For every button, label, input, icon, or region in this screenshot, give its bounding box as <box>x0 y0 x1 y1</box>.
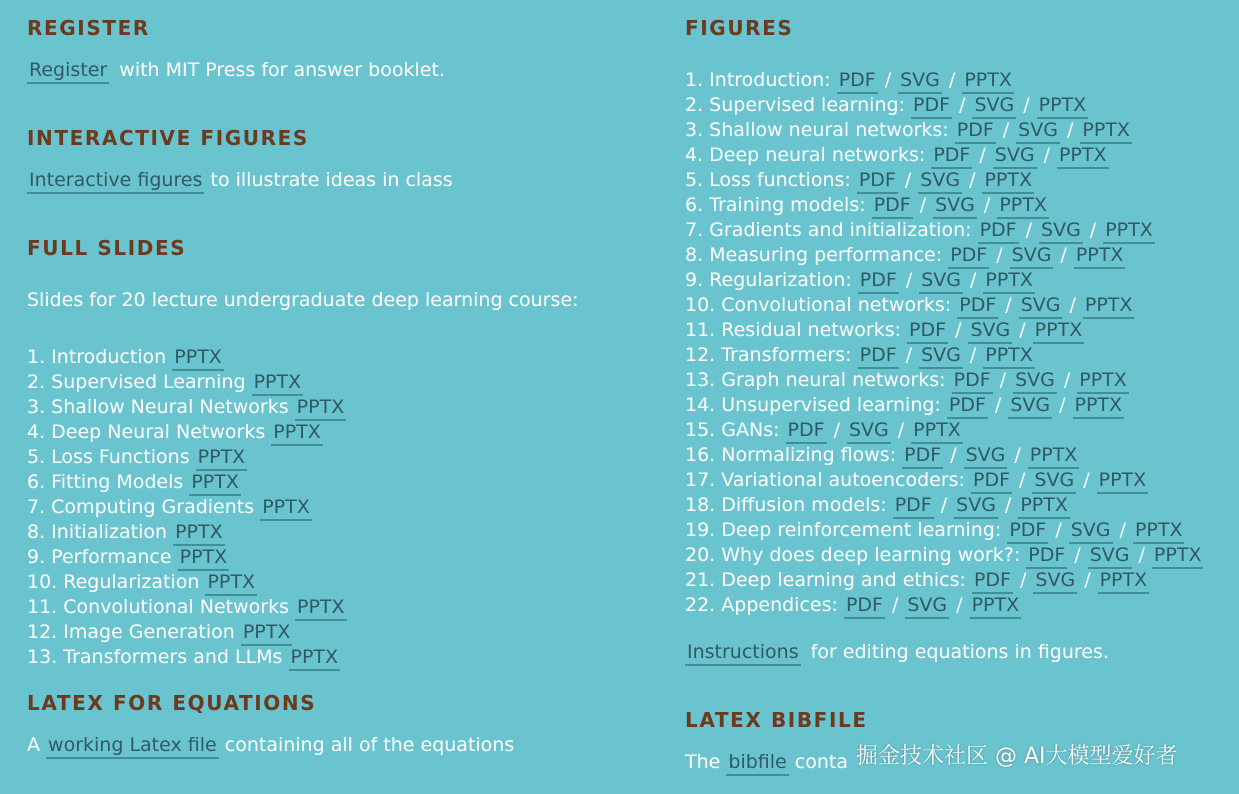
slide-item <box>27 370 303 395</box>
latex-equations-heading: LATEX FOR EQUATIONS <box>27 691 317 715</box>
figure-item <box>685 593 1021 618</box>
figure-link-separator: / <box>1004 494 1012 516</box>
slide-item-label: 9. Performance <box>27 546 172 568</box>
slide-pptx-link[interactable]: PPTX <box>189 471 241 496</box>
figure-item <box>685 93 1088 118</box>
figure-link-separator: / <box>955 319 962 341</box>
figure-item-label: 16. Normalizing flows: <box>685 444 897 466</box>
figure-pdf-link[interactable]: PDF <box>911 94 952 119</box>
figure-svg-link[interactable]: SVG <box>968 319 1012 344</box>
figure-pdf-link[interactable]: PDF <box>972 569 1013 594</box>
figure-item-label: 20. Why does deep learning work?: <box>685 544 1021 566</box>
figure-pptx-link[interactable]: PPTX <box>1152 544 1204 569</box>
slide-item-label: 7. Computing Gradients <box>27 496 255 518</box>
figure-pdf-link[interactable]: PDF <box>971 469 1012 494</box>
figure-item-label: 13. Graph neural networks: <box>685 369 946 391</box>
figure-item-label: 1. Introduction: <box>685 69 831 91</box>
figure-link-separator: / <box>1138 544 1145 566</box>
interactive-figures-text: to illustrate ideas in class <box>210 169 453 191</box>
figure-pdf-link[interactable]: PDF <box>902 444 943 469</box>
figure-link-separator: / <box>897 419 905 441</box>
figure-pptx-link[interactable]: PPTX <box>1080 119 1132 144</box>
figure-item <box>685 118 1132 143</box>
slide-pptx-link[interactable]: PPTX <box>178 546 230 571</box>
slide-item <box>27 595 347 620</box>
slide-item-label: 4. Deep Neural Networks <box>27 421 266 443</box>
figure-pdf-link[interactable]: PDF <box>947 394 988 419</box>
figure-svg-link[interactable]: SVG <box>1033 569 1077 594</box>
figure-pptx-link[interactable]: PPTX <box>1097 469 1149 494</box>
slide-item-label: 10. Regularization <box>27 571 200 593</box>
figure-pptx-link[interactable]: PPTX <box>1018 494 1070 519</box>
figure-svg-link[interactable]: SVG <box>1016 119 1060 144</box>
figure-item <box>685 68 1014 93</box>
figure-svg-link[interactable]: SVG <box>972 94 1016 119</box>
figure-item <box>685 318 1084 343</box>
watermark: 掘金技术社区 @ AI大模型爱好者 <box>856 744 1178 769</box>
slide-pptx-link[interactable]: PPTX <box>289 646 341 671</box>
figure-pptx-link[interactable]: PPTX <box>1057 144 1109 169</box>
slide-item <box>27 570 257 595</box>
figure-link-separator: / <box>1002 119 1010 141</box>
figure-svg-link[interactable]: SVG <box>964 444 1008 469</box>
figure-pptx-link[interactable]: PPTX <box>1077 369 1129 394</box>
figure-link-separator: / <box>950 444 957 466</box>
figure-link-separator: / <box>1019 469 1026 491</box>
figure-pdf-link[interactable]: PDF <box>893 494 934 519</box>
latex-bibfile-heading: LATEX BIBFILE <box>685 708 868 732</box>
figure-link-separator: / <box>940 494 948 516</box>
figure-svg-link[interactable]: SVG <box>898 69 942 94</box>
slide-pptx-link[interactable]: PPTX <box>295 396 347 421</box>
figure-item-label: 7. Gradients and initialization: <box>685 219 972 241</box>
figure-link-separator: / <box>1059 394 1066 416</box>
figure-link-separator: / <box>1084 569 1091 591</box>
figure-pptx-link[interactable]: PPTX <box>1098 569 1150 594</box>
figure-item <box>685 143 1109 168</box>
slide-item <box>27 495 312 520</box>
figure-pdf-link[interactable]: PDF <box>955 119 996 144</box>
figure-svg-link[interactable]: SVG <box>919 269 963 294</box>
figure-item <box>685 368 1129 393</box>
figure-item-label: 3. Shallow neural networks: <box>685 119 949 141</box>
slide-pptx-link[interactable]: PPTX <box>173 521 225 546</box>
figure-link-separator: / <box>1043 144 1050 166</box>
figure-link-separator: / <box>956 594 963 616</box>
slide-item-label: 11. Convolutional Networks <box>27 596 289 618</box>
slide-item <box>27 620 292 645</box>
slide-pptx-link[interactable]: PPTX <box>196 446 248 471</box>
slide-item-label: 6. Fitting Models <box>27 471 184 493</box>
figure-svg-link[interactable]: SVG <box>933 194 977 219</box>
slide-item-label: 1. Introduction <box>27 346 167 368</box>
figure-svg-link[interactable]: SVG <box>847 419 891 444</box>
figure-link-separator: / <box>1020 569 1027 591</box>
slide-item <box>27 345 224 370</box>
figure-link-separator: / <box>905 269 913 291</box>
register-text: with MIT Press for answer booklet. <box>119 59 445 81</box>
figure-pptx-link[interactable]: PPTX <box>1037 94 1089 119</box>
figure-svg-link[interactable]: SVG <box>1069 519 1113 544</box>
figure-item-label: 19. Deep reinforcement learning: <box>685 519 1002 541</box>
figure-item <box>685 493 1070 518</box>
figure-svg-link[interactable]: SVG <box>1010 244 1054 269</box>
figure-pptx-link[interactable]: PPTX <box>1028 444 1080 469</box>
interactive-figures-link[interactable]: Interactive figures <box>27 169 204 194</box>
figure-link-separator: / <box>1005 294 1012 316</box>
figure-link-separator: / <box>959 94 966 116</box>
slide-item <box>27 520 225 545</box>
figure-link-separator: / <box>1063 369 1071 391</box>
figure-pptx-link[interactable]: PPTX <box>1133 519 1185 544</box>
figure-item-label: 6. Training models: <box>685 194 866 216</box>
figure-link-separator: / <box>1060 244 1067 266</box>
figure-link-separator: / <box>1014 444 1021 466</box>
figure-svg-link[interactable]: SVG <box>1088 544 1132 569</box>
figure-link-separator: / <box>1083 469 1090 491</box>
full-slides-intro: Slides for 20 lecture undergraduate deep learning course: <box>27 289 579 311</box>
figure-pdf-link[interactable]: PDF <box>786 419 827 444</box>
instructions-line <box>685 640 1109 665</box>
figure-svg-link[interactable]: SVG <box>918 169 962 194</box>
figure-item-label: 17. Variational autoencoders: <box>685 469 965 491</box>
figure-pdf-link[interactable]: PDF <box>1007 519 1048 544</box>
figure-svg-link[interactable]: SVG <box>1039 219 1083 244</box>
figure-item <box>685 543 1203 568</box>
figure-pptx-link[interactable]: PPTX <box>983 269 1035 294</box>
slide-item <box>27 395 346 420</box>
figure-link-separator: / <box>996 244 1003 266</box>
figure-link-separator: / <box>999 369 1007 391</box>
figure-link-separator: / <box>905 344 913 366</box>
figure-svg-link[interactable]: SVG <box>993 144 1037 169</box>
figure-link-separator: / <box>1066 119 1074 141</box>
figure-svg-link[interactable]: SVG <box>1013 369 1057 394</box>
figure-link-separator: / <box>1119 519 1126 541</box>
slide-item-label: 12. Image Generation <box>27 621 235 643</box>
figure-link-separator: / <box>969 169 976 191</box>
slide-pptx-link[interactable]: PPTX <box>295 596 347 621</box>
figure-item <box>685 343 1035 368</box>
bibfile-text: conta <box>794 751 848 773</box>
figure-item <box>685 218 1155 243</box>
figure-pptx-link[interactable]: PPTX <box>997 194 1049 219</box>
slide-pptx-link[interactable]: PPTX <box>260 496 312 521</box>
slide-item-label: 8. Initialization <box>27 521 168 543</box>
figure-link-separator: / <box>1055 519 1062 541</box>
figure-pdf-link[interactable]: PDF <box>858 269 899 294</box>
interactive-figures-line <box>27 168 453 193</box>
figure-pdf-link[interactable]: PDF <box>907 319 948 344</box>
interactive-figures-heading: INTERACTIVE FIGURES <box>27 126 309 150</box>
figure-pptx-link[interactable]: PPTX <box>970 594 1022 619</box>
slide-pptx-link[interactable]: PPTX <box>252 371 304 396</box>
figure-svg-link[interactable]: SVG <box>1008 394 1052 419</box>
register-line <box>27 58 445 83</box>
figure-item <box>685 568 1149 593</box>
figure-item-label: 10. Convolutional networks: <box>685 294 952 316</box>
figure-link-separator: / <box>970 269 977 291</box>
register-heading: REGISTER <box>27 16 150 40</box>
figure-link-separator: / <box>1019 319 1026 341</box>
figure-pdf-link[interactable]: PDF <box>978 219 1019 244</box>
slide-pptx-link[interactable]: PPTX <box>241 621 293 646</box>
figure-link-separator: / <box>1025 219 1033 241</box>
figure-pptx-link[interactable]: PPTX <box>962 69 1014 94</box>
figure-item <box>685 168 1034 193</box>
instructions-text: for editing equations in figures. <box>810 641 1109 663</box>
bibfile-line <box>685 750 848 775</box>
figure-item <box>685 393 1124 418</box>
latex-equations-prefix: A <box>27 734 40 756</box>
figure-link-separator: / <box>983 194 991 216</box>
figure-pdf-link[interactable]: PDF <box>952 369 993 394</box>
slide-pptx-link[interactable]: PPTX <box>205 571 257 596</box>
figure-svg-link[interactable]: SVG <box>905 594 949 619</box>
bibfile-link[interactable]: bibfile <box>726 751 788 776</box>
bibfile-prefix: The <box>685 751 721 773</box>
figure-pdf-link[interactable]: PDF <box>957 294 998 319</box>
figure-link-separator: / <box>948 69 956 91</box>
figure-item-label: 9. Regularization: <box>685 269 852 291</box>
figure-pdf-link[interactable]: PDF <box>837 69 878 94</box>
figure-svg-link[interactable]: SVG <box>954 494 998 519</box>
figure-item <box>685 193 1049 218</box>
figure-link-separator: / <box>969 344 977 366</box>
figure-item <box>685 268 1035 293</box>
figure-item <box>685 243 1125 268</box>
figure-item-label: 12. Transformers: <box>685 344 852 366</box>
figure-item-label: 4. Deep neural networks: <box>685 144 926 166</box>
figure-pdf-link[interactable]: PDF <box>931 144 972 169</box>
figure-pptx-link[interactable]: PPTX <box>1103 219 1155 244</box>
figure-item <box>685 518 1184 543</box>
figure-item <box>685 418 963 443</box>
register-link[interactable]: Register <box>27 59 109 84</box>
figure-item-label: 21. Deep learning and ethics: <box>685 569 966 591</box>
slide-item <box>27 470 241 495</box>
full-slides-heading: FULL SLIDES <box>27 236 187 260</box>
figure-link-separator: / <box>979 144 986 166</box>
figure-pdf-link[interactable]: PDF <box>872 194 913 219</box>
figure-link-separator: / <box>1089 219 1097 241</box>
figure-link-separator: / <box>919 194 927 216</box>
figure-item <box>685 468 1148 493</box>
figure-pdf-link[interactable]: PDF <box>857 169 898 194</box>
figure-svg-link[interactable]: SVG <box>1019 294 1063 319</box>
figure-item-label: 22. Appendices: <box>685 594 838 616</box>
latex-file-link[interactable]: working Latex file <box>46 734 219 759</box>
figure-item <box>685 443 1079 468</box>
figure-item-label: 14. Unsupervised learning: <box>685 394 941 416</box>
figure-item-label: 8. Measuring performance: <box>685 244 943 266</box>
slide-item <box>27 445 247 470</box>
figure-item-label: 2. Supervised learning: <box>685 94 905 116</box>
instructions-link[interactable]: Instructions <box>685 641 801 666</box>
figure-item <box>685 293 1134 318</box>
slide-item-label: 3. Shallow Neural Networks <box>27 396 289 418</box>
figure-pptx-link[interactable]: PPTX <box>983 344 1035 369</box>
slide-item-label: 2. Supervised Learning <box>27 371 246 393</box>
figure-pptx-link[interactable]: PPTX <box>982 169 1034 194</box>
slide-item-label: 13. Transformers and LLMs <box>27 646 283 668</box>
slide-item <box>27 545 229 570</box>
slide-pptx-link[interactable]: PPTX <box>172 346 224 371</box>
slide-item <box>27 420 323 445</box>
figure-pptx-link[interactable]: PPTX <box>1033 319 1085 344</box>
figure-link-separator: / <box>833 419 840 441</box>
figure-pptx-link[interactable]: PPTX <box>911 419 963 444</box>
figure-link-separator: / <box>1023 94 1030 116</box>
figure-pdf-link[interactable]: PDF <box>844 594 885 619</box>
figure-svg-link[interactable]: SVG <box>919 344 963 369</box>
figures-heading: FIGURES <box>685 16 794 40</box>
slide-item <box>27 645 340 670</box>
figure-pdf-link[interactable]: PDF <box>1026 544 1067 569</box>
slide-item-label: 5. Loss Functions <box>27 446 190 468</box>
figure-link-separator: / <box>884 69 892 91</box>
latex-equations-line <box>27 733 514 758</box>
figure-svg-link[interactable]: SVG <box>1032 469 1076 494</box>
figure-pptx-link[interactable]: PPTX <box>1073 394 1125 419</box>
figure-pptx-link[interactable]: PPTX <box>1083 294 1135 319</box>
figure-link-separator: / <box>1069 294 1076 316</box>
figure-link-separator: / <box>891 594 899 616</box>
figure-item-label: 11. Residual networks: <box>685 319 901 341</box>
figure-pptx-link[interactable]: PPTX <box>1074 244 1126 269</box>
figure-link-separator: / <box>904 169 912 191</box>
figure-pdf-link[interactable]: PDF <box>948 244 989 269</box>
latex-equations-text: containing all of the equations <box>224 734 515 756</box>
figure-item-label: 5. Loss functions: <box>685 169 851 191</box>
figure-item-label: 18. Diffusion models: <box>685 494 887 516</box>
figure-item-label: 15. GANs: <box>685 419 780 441</box>
figure-link-separator: / <box>994 394 1002 416</box>
figure-link-separator: / <box>1074 544 1081 566</box>
figure-pdf-link[interactable]: PDF <box>858 344 899 369</box>
slide-pptx-link[interactable]: PPTX <box>271 421 323 446</box>
